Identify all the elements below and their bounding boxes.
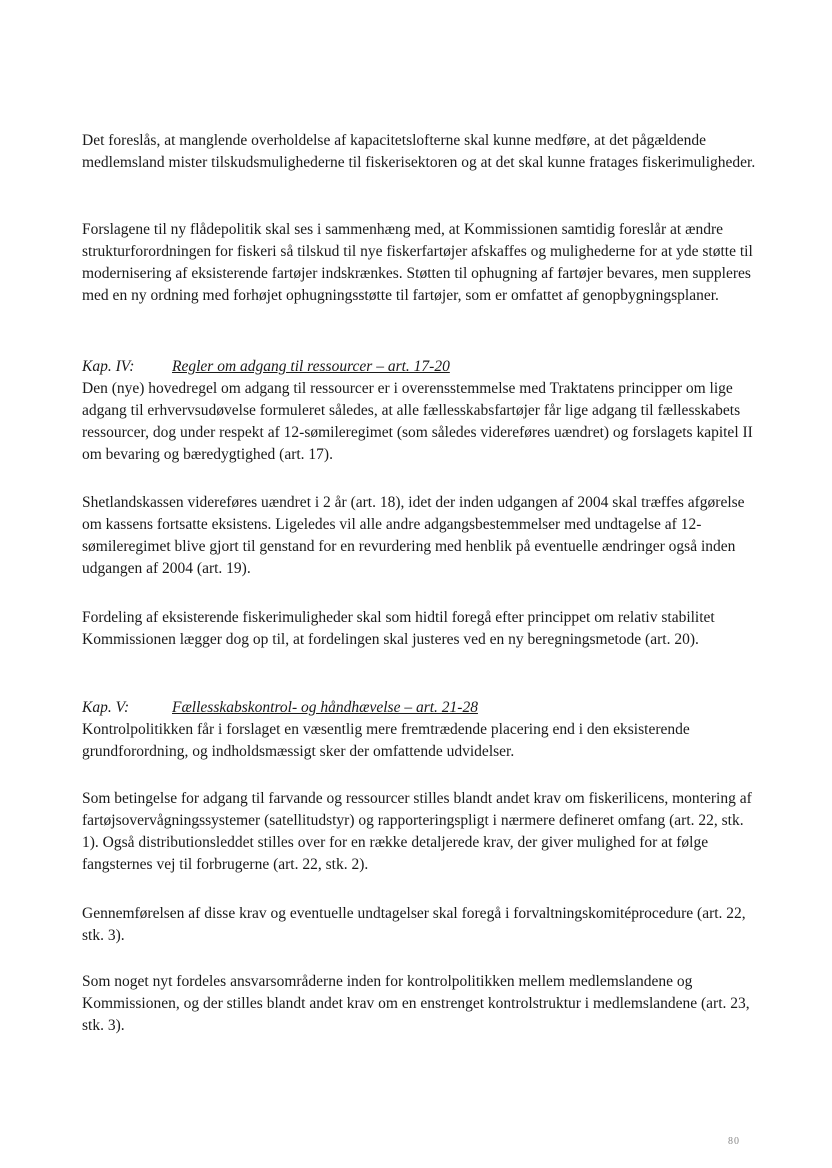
paragraph-responsibilities: Som noget nyt fordeles ansvarsområderne inden for kontrolpolitikken mellem medlemslandene og Kommissionen, og der stilles blandt andet krav om en enstrenget kontrolstruktur i medlemslandene (art. 23, stk. 3).: [82, 973, 750, 1034]
paragraph-licence-requirements: Som betingelse for adgang til farvande og ressourcer stilles blandt andet krav om fiskerilicens, montering af fartøjsovervågningssystemer (satellitudstyr) og rapporteringspligt i nærmere defineret omfang (art. 22, stk. 1). Også distributionsleddet stilles over for en række detaljerede krav, der giver mulighed for at følge fangsternes vej til forbrugerne (art. 22, stk. 2).: [82, 790, 752, 873]
paragraph-capacity-limits: Det foreslås, at manglende overholdelse af kapacitetslofterne skal kunne medføre, at det pågældende medlemsland mister tilskudsmulighederne til fiskerisektoren og at det skal kunne fratages fiskerimuligheder.: [82, 132, 756, 171]
page-number: 80: [728, 1136, 740, 1147]
chapter-4-title: Regler om adgang til ressourcer – art. 17-20: [172, 358, 450, 375]
chapter-5-label: Kap. V:: [82, 699, 130, 716]
heading-chapter-5: [82, 697, 758, 719]
paragraph-shetland-box: Shetlandskassen videreføres uændret i 2 år (art. 18), idet der inden udgangen af 2004 skal træffes afgørelse om kassens fortsatte eksistens. Ligeledes vil alle andre adgangsbestemmelser med undtagelse af 12-sømileregimet blive gjort til genstand for en revurdering med henblik på eventuelle ændringer også inden udgangen af 2004 (art. 19).: [82, 494, 745, 577]
paragraph-access-rule: Den (nye) hovedregel om adgang til ressourcer er i overensstemmelse med Traktatens principper om lige adgang til erhvervsudøvelse formuleret således, at alle fællesskabsfartøjer får lige adgang til fællesskabets ressourcer, dog under respekt af 12-sømileregimet (som således videreføres uændret) og forslagets kapitel II om bevaring og bæredygtighed (art. 17).: [82, 380, 753, 463]
paragraph-fleet-policy: Forslagene til ny flådepolitik skal ses i sammenhæng med, at Kommissionen samtidig foreslår at ændre strukturforordningen for fiskeri så tilskud til nye fiskerfartøjer afskaffes og mulighederne for at yde støtte til modernisering af eksisterende fartøjer indskrænkes. Støtten til ophugning af fartøjer bevares, men suppleres med en ny ordning med forhøjet ophugningsstøtte til fartøjer, som er omfattet af genopbygningsplaner.: [82, 221, 753, 304]
heading-chapter-4: [82, 356, 758, 378]
paragraph-relative-stability: Fordeling af eksisterende fiskerimuligheder skal som hidtil foregå efter princippet om relativ stabilitet Kommissionen lægger dog op til, at fordelingen skal justeres ved en ny beregningsmetode (art. 20).: [82, 609, 715, 648]
chapter-4-label: Kap. IV:: [82, 358, 135, 375]
paragraph-implementation: Gennemførelsen af disse krav og eventuelle undtagelser skal foregå i forvaltningskomitéprocedure (art. 22, stk. 3).: [82, 905, 746, 944]
chapter-5-title: Fællesskabskontrol- og håndhævelse – art. 21-28: [172, 699, 478, 716]
paragraph-control-policy: Kontrolpolitikken får i forslaget en væsentlig mere fremtrædende placering end i den eksisterende grundforordning, og indholdsmæssigt sker der omfattende udvidelser.: [82, 721, 690, 760]
